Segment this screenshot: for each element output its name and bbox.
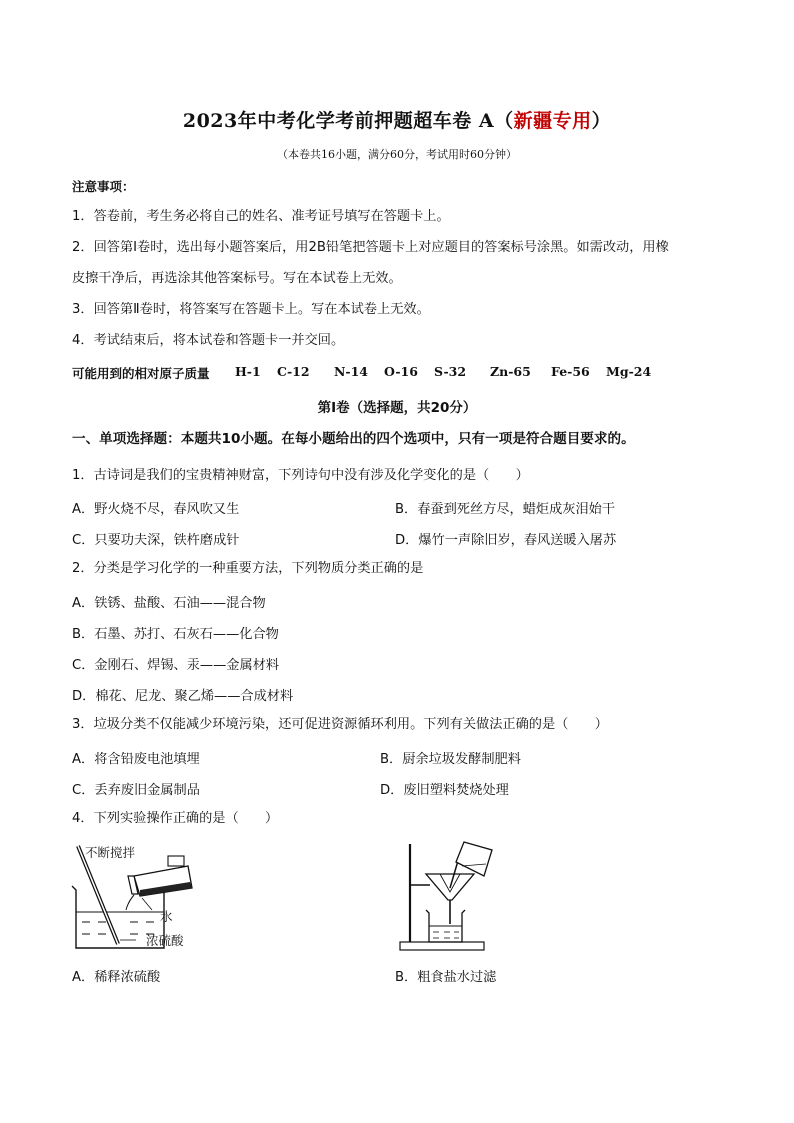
question-stem-3: 3．垃圾分类不仅能减少环境污染，还可促进资源循环利用。下列有关做法正确的是（ ）: [72, 717, 608, 732]
option-3b: B．厨余垃圾发酵制肥料: [380, 752, 521, 767]
option-4a: A．稀释浓硫酸: [72, 970, 161, 985]
question-stem-2: 2．分类是学习化学的一种重要方法，下列物质分类正确的是: [72, 561, 424, 576]
pour-stream: [126, 895, 134, 910]
reagent-bottle: [128, 856, 192, 896]
label-stir: 不断搅拌: [85, 845, 136, 860]
page-title: [0, 106, 794, 133]
title-highlight: 新疆专用: [513, 110, 592, 132]
notice-item: 皮擦干净后，再选涂其他答案标号。写在本试卷上无效。: [72, 271, 402, 286]
figure-dilute-acid: [68, 840, 218, 955]
question-stem-1: 1．古诗词是我们的宝贵精神财富，下列诗句中没有涉及化学变化的是（ ）: [72, 468, 529, 483]
option-3c: C．丢弃废旧金属制品: [72, 783, 200, 798]
filtration-diagram: [396, 840, 536, 955]
section-title: 第Ⅰ卷（选择题，共20分）: [317, 400, 477, 416]
option-2b: B．石墨、苏打、石灰石——化合物: [72, 627, 279, 642]
label-acid: 浓硫酸: [146, 933, 184, 948]
label-water: 水: [160, 909, 173, 924]
section-instruction: 一、单项选择题：本题共10小题。在每小题给出的四个选项中，只有一项是符合题目要求的。: [72, 431, 635, 447]
notice-item: 4．考试结束后，将本试卷和答题卡一并交回。: [72, 333, 345, 348]
title-main: 2023年中考化学考前押题超车卷 A（: [182, 110, 514, 132]
atomic-mass-value: S-32: [434, 364, 467, 379]
option-1c: C．只要功夫深，铁杵磨成针: [72, 533, 240, 548]
option-1b: B．春蚕到死丝方尽，蜡炬成灰泪始干: [395, 502, 616, 517]
atomic-mass-value: Fe-56: [551, 364, 590, 379]
option-3d: D．废旧塑料焚烧处理: [380, 783, 509, 798]
notice-item: 2．回答第Ⅰ卷时，选出每小题答案后，用2B铅笔把答题卡上对应题目的答案标号涂黑。如需改动，用橡: [72, 240, 669, 255]
title-end: ）: [591, 110, 612, 132]
water-leader: [142, 898, 152, 910]
atomic-mass-value: C-12: [277, 364, 310, 379]
atomic-masses-label: 可能用到的相对原子质量: [72, 366, 210, 381]
option-1d: D．爆竹一声除旧岁，春风送暖入屠苏: [395, 533, 617, 548]
pouring-beaker: [456, 842, 492, 876]
option-3a: A．将含铅废电池填埋: [72, 752, 200, 767]
notice-item: 3．回答第Ⅱ卷时，将答案写在答题卡上。写在本试卷上无效。: [72, 302, 430, 317]
option-1a: A．野火烧不尽，春风吹又生: [72, 502, 240, 517]
figure-filtration: [396, 840, 536, 955]
exam-subtitle: （本卷共16小题，满分60分，考试用时60分钟）: [277, 148, 517, 161]
atomic-mass-value: O-16: [384, 364, 418, 379]
question-stem-4: 4．下列实验操作正确的是（ ）: [72, 811, 279, 826]
option-4b: B．粗食盐水过滤: [395, 970, 497, 985]
option-2c: C．金刚石、焊锡、汞——金属材料: [72, 658, 280, 673]
atomic-mass-value: Zn-65: [490, 364, 531, 379]
atomic-mass-value: N-14: [334, 364, 369, 379]
notice-heading: 注意事项：: [72, 179, 135, 194]
option-2d: D．棉花、尼龙、聚乙烯——合成材料: [72, 689, 294, 704]
option-2a: A．铁锈、盐酸、石油——混合物: [72, 596, 266, 611]
notice-item: 1．答卷前，考生务必将自己的姓名、准考证号填写在答题卡上。: [72, 209, 450, 224]
stand-base: [400, 942, 484, 950]
atomic-mass-value: H-1: [235, 364, 261, 379]
filtrate-dashes: [433, 932, 459, 938]
atomic-mass-value: Mg-24: [606, 364, 652, 379]
liquid-dashes: [82, 922, 154, 934]
